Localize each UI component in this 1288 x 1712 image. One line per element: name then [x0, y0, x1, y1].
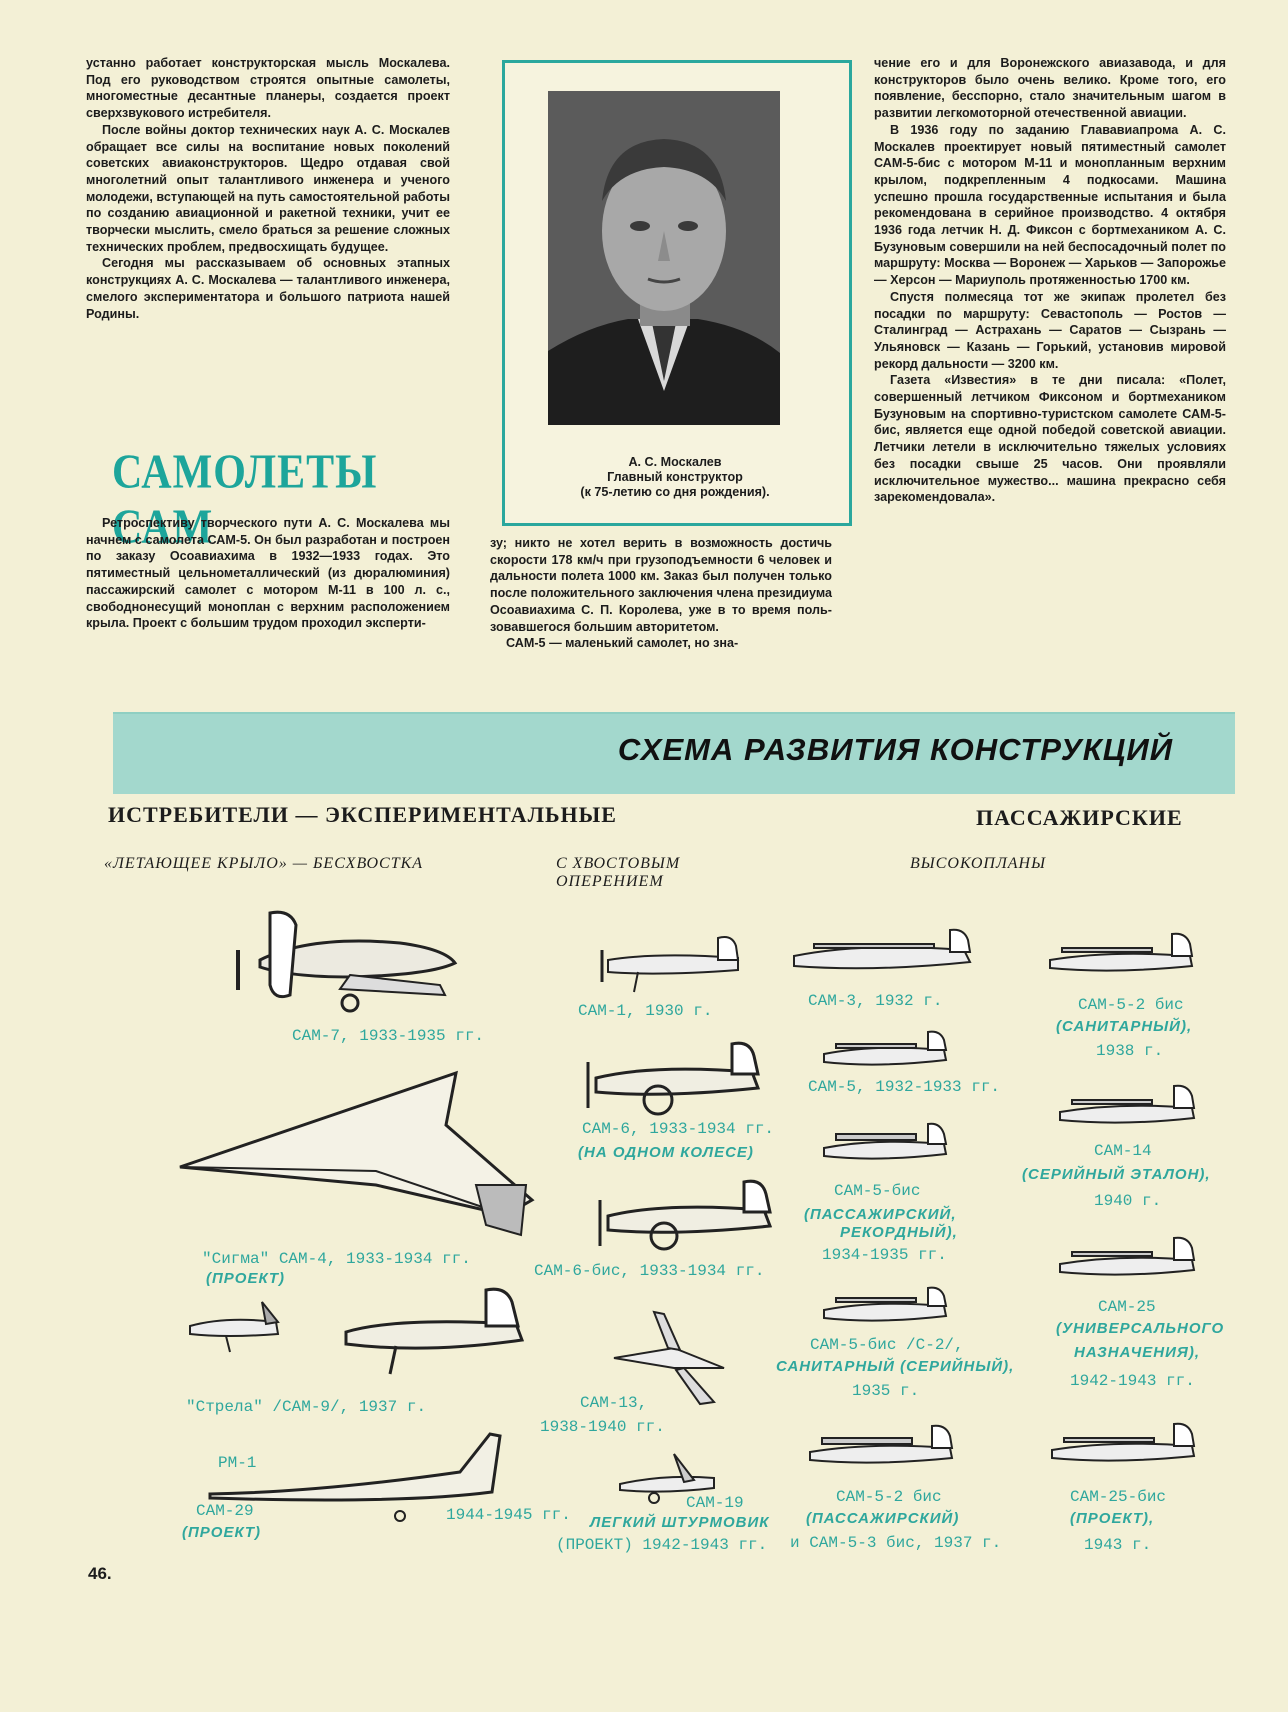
sam-5-2-bis-aircraft-icon [802, 1422, 962, 1482]
label-text: (УНИВЕРСАЛЬНОГО [1056, 1320, 1225, 1337]
label-text: (ПРОЕКТ), [1070, 1510, 1155, 1527]
article-column-2-bottom [490, 535, 832, 652]
paragraph: Спустя полмесяца тот же экипаж пролетел без посадки по маршруту: Севастополь — Ростов — Сталинград — Астрахань — Саратов — Сызрань — Ульяновск — Казань — Горький, установив мировой рекорд дальности — 3200 км. [874, 289, 1226, 371]
label-sam-25-bis-project [1070, 1508, 1154, 1530]
sam-6-aircraft-icon [582, 1038, 772, 1128]
sam-14-aircraft-icon [1052, 1082, 1202, 1142]
label-sam-25-type-2 [1074, 1342, 1200, 1364]
sam-1-aircraft-icon [598, 930, 748, 1000]
label-sam-5-2-bis-type [806, 1508, 959, 1530]
label-text: (СЕРИЙНЫЙ ЭТАЛОН), [1022, 1166, 1211, 1183]
label-text: НАЗНАЧЕНИЯ), [1074, 1344, 1200, 1361]
label-sam-6: САМ-6, 1933-1934 гг. [582, 1120, 775, 1138]
diagram-banner [113, 712, 1235, 794]
sam-5-bis-c2-aircraft-icon [816, 1286, 956, 1336]
label-text: САНИТАРНЫЙ (СЕРИЙНЫЙ), [776, 1358, 1015, 1375]
label-sam-29-years: 1944-1945 гг. [446, 1506, 571, 1524]
sam-5-bis-aircraft-icon [816, 1120, 956, 1180]
paragraph: зу; никто не хотел верить в возможность достичь скорости 178 км/ч при грузоподъемности 6 человек и дальности полета 1000 км. Заказ был получен только после положительного заключения члена президиума Осоавиахима С. П. Королева, уже в то время пользовавшегося большим авторитетом. [490, 536, 832, 634]
label-r-sam-5-2-bis-year: 1938 г. [1096, 1042, 1164, 1060]
label-text: (НА ОДНОМ КОЛЕСЕ) [578, 1144, 754, 1161]
label-text: ЛЕГКИЙ ШТУРМОВИК [590, 1514, 770, 1531]
label-sam-7: САМ-7, 1933-1935 гг. [292, 1027, 485, 1045]
banner-title: СХЕМА РАЗВИТИЯ КОНСТРУКЦИЙ [617, 732, 1173, 767]
portrait-photo [548, 91, 780, 425]
subheading-flying-wing: «ЛЕТАЮЩЕЕ КРЫЛО» — БЕСХВОСТКА [104, 855, 423, 872]
sigma-sam-4-aircraft-icon [176, 1065, 546, 1245]
portrait-caption [515, 455, 835, 500]
label-sam-13: САМ-13, [580, 1394, 648, 1412]
label-sam-3: САМ-3, 1932 г. [808, 992, 943, 1010]
caption-line: (к 75-летию со дня рождения). [580, 485, 770, 499]
label-sam-5: САМ-5, 1932-1933 гг. [808, 1078, 1001, 1096]
label-sam-5-2-bis: САМ-5-2 бис [836, 1488, 942, 1506]
label-sam-29-project [182, 1522, 261, 1544]
label-sam-14-type [1022, 1164, 1211, 1186]
sam-5-aircraft-icon [816, 1030, 956, 1080]
caption-line: Главный конструктор [607, 470, 743, 484]
label-sam-25: САМ-25 [1098, 1298, 1156, 1316]
label-sam-6-bis: САМ-6-бис, 1933-1934 гг. [534, 1262, 765, 1280]
label-r-sam-5-2-bis: САМ-5-2 бис [1078, 996, 1184, 1014]
sam-5-2-bis-sanitary-aircraft-icon [1042, 930, 1202, 990]
label-sam-5-bis-record [840, 1222, 958, 1244]
sam-25-bis-aircraft-icon [1044, 1420, 1204, 1480]
label-sam-14-year: 1940 г. [1094, 1192, 1162, 1210]
label-sam-29: САМ-29 [196, 1502, 254, 1520]
label-sam-5-bis: САМ-5-бис [834, 1182, 921, 1200]
label-strela: "Стрела" /САМ-9/, 1937 г. [186, 1398, 427, 1416]
label-text: (ПРОЕКТ) [182, 1524, 262, 1541]
label-sam-25-type [1056, 1318, 1224, 1340]
label-sam-19-years: (ПРОЕКТ) 1942-1943 гг. [556, 1536, 768, 1554]
page-number: 46. [88, 1564, 112, 1583]
label-sam-5-bis-years: 1934-1935 гг. [822, 1246, 947, 1264]
article-column-1-bottom [86, 515, 450, 632]
paragraph: чение его и для Воронежского авиазавода, и для конструкторов было очень велико. Кроме того, его появление, бесспорно, стало значительным шагом в развитии легкомоторной отечественной авиации. [874, 56, 1226, 121]
portrait-illustration [548, 91, 780, 425]
sam-3-aircraft-icon [784, 926, 984, 986]
label-text: (САНИТАРНЫЙ), [1056, 1018, 1193, 1035]
paragraph: Сегодня мы рассказываем об основных этапных конструкциях А. С. Москалева — талантливого инженера, смелого экспериментатора и большого патриота нашей Родины. [86, 256, 450, 321]
portrait-frame [502, 60, 852, 526]
subheading-tail: С ХВОСТОВЫМ ОПЕРЕНИЕМ [556, 855, 681, 890]
label-sam-19: САМ-19 [686, 1494, 744, 1512]
sam-7-aircraft-icon [230, 905, 470, 1015]
article-column-1-top [86, 55, 450, 322]
label-text: (ПРОЕКТ) [206, 1270, 286, 1287]
section-title: САМОЛЕТЫ САМ [112, 445, 378, 555]
article-column-3 [874, 55, 1226, 506]
label-sam-25-bis-year: 1943 г. [1084, 1536, 1152, 1554]
label-sam-25-years: 1942-1943 гг. [1070, 1372, 1195, 1390]
label-sam-5-3-bis: и САМ-5-3 бис, 1937 г. [790, 1534, 1002, 1552]
label-text: (ПАССАЖИРСКИЙ, [804, 1206, 957, 1223]
label-sigma-project [206, 1268, 285, 1290]
label-r-sam-5-2-bis-type [1056, 1016, 1192, 1038]
label-sam-19-role [590, 1512, 770, 1534]
label-sam-14: САМ-14 [1094, 1142, 1152, 1160]
label-sam-5-bis-c2-year: 1935 г. [852, 1382, 920, 1400]
subheading-high-wing: ВЫСОКОПЛАНЫ [910, 855, 1047, 872]
paragraph: После войны доктор технических наук А. С. Москалев обращает все силы на воспитание новых поколений советских авиаконструкторов. Щедро отдавая свой многолетний опыт талантливого инженера и ученого молодежи, вступающей на путь самостоятельной работы по созданию авиационной и ракетной техники, учит ее творчески мыслить, смело браться за решение сложных технических проблем, предвосхищать будущее. [86, 122, 450, 254]
label-text: (ПАССАЖИРСКИЙ) [806, 1510, 960, 1527]
label-sam-5-bis-c2-type [776, 1356, 1014, 1378]
paragraph: САМ-5 — маленький самолет, но зна- [506, 636, 739, 651]
paragraph: В 1936 году по заданию Глававиапрома А. С. Москалев проектирует новый пятиместный самолет САМ-5-бис с мотором М-11 и монопланным верхним крылом, подкрепленным 4 подкосами. Машина успешно прошла государственные испытания и была рекомендована в серийное производство. 4 октября 1936 года летчик Н. Д. Фиксон с бортмехаником А. С. Бузуновым совершили на ней беспосадочный полет по маршруту: Москва — Воронеж — Харьков — Запорожье — Херсон — Мариуполь протяженностью 1700 км. [874, 122, 1226, 288]
sam-25-aircraft-icon [1052, 1234, 1202, 1294]
label-sam-5-bis-c2: САМ-5-бис /С-2/, [810, 1336, 964, 1354]
paragraph: устанно работает конструкторская мысль Москалева. Под его руководством строятся опытные самолеты, многоместные десантные планеры, создается проект сверхзвукового истребителя. [86, 56, 450, 121]
heading-fighters: ИСТРЕБИТЕЛИ — ЭКСПЕРИМЕНТАЛЬНЫЕ [108, 802, 617, 827]
label-rm-1: РМ-1 [218, 1454, 257, 1472]
paragraph: Газета «Известия» в те дни писала: «Полет, совершенный летчиком Фиксоном и бортмехаником Бузуновым на спортивно-туристском самолете САМ-5-бис, является еще одной победой советской авиации. Летчики летели в исключительно тяжелых условиях без посадки свыше 25 часов. Они проявляли исключительное мужество... машина прекрасно себя зарекомендовала». [874, 373, 1226, 505]
label-sam-25-bis: САМ-25-бис [1070, 1488, 1167, 1506]
label-text: РЕКОРДНЫЙ), [840, 1224, 958, 1241]
label-sam-13-years: 1938-1940 гг. [540, 1418, 665, 1436]
strela-aircraft-icon [336, 1282, 536, 1382]
label-sam-1: САМ-1, 1930 г. [578, 1002, 713, 1020]
sam-6-bis-aircraft-icon [594, 1176, 784, 1266]
caption-line: А. С. Москалев [628, 455, 722, 469]
paragraph: Ретроспективу творческого пути А. С. Москалева мы начнем с самолета САМ-5. Он был разработан и построен по заказу Осоавиахима в 1932—1933 годах. Это пятиместный цельнометаллический (из дюралюминия) пассажирский самолет с мотором М-11 в 100 л. с., свободнонесущий моноплан с верхним расположением крыла. Проект с большим трудом проходил эксперти- [86, 516, 450, 631]
label-sigma: "Сигма" САМ-4, 1933-1934 гг. [202, 1250, 471, 1268]
label-sam-6-one-wheel [578, 1142, 754, 1164]
strela-small-aircraft-icon [186, 1298, 286, 1358]
heading-passenger: ПАССАЖИРСКИЕ [976, 805, 1183, 830]
